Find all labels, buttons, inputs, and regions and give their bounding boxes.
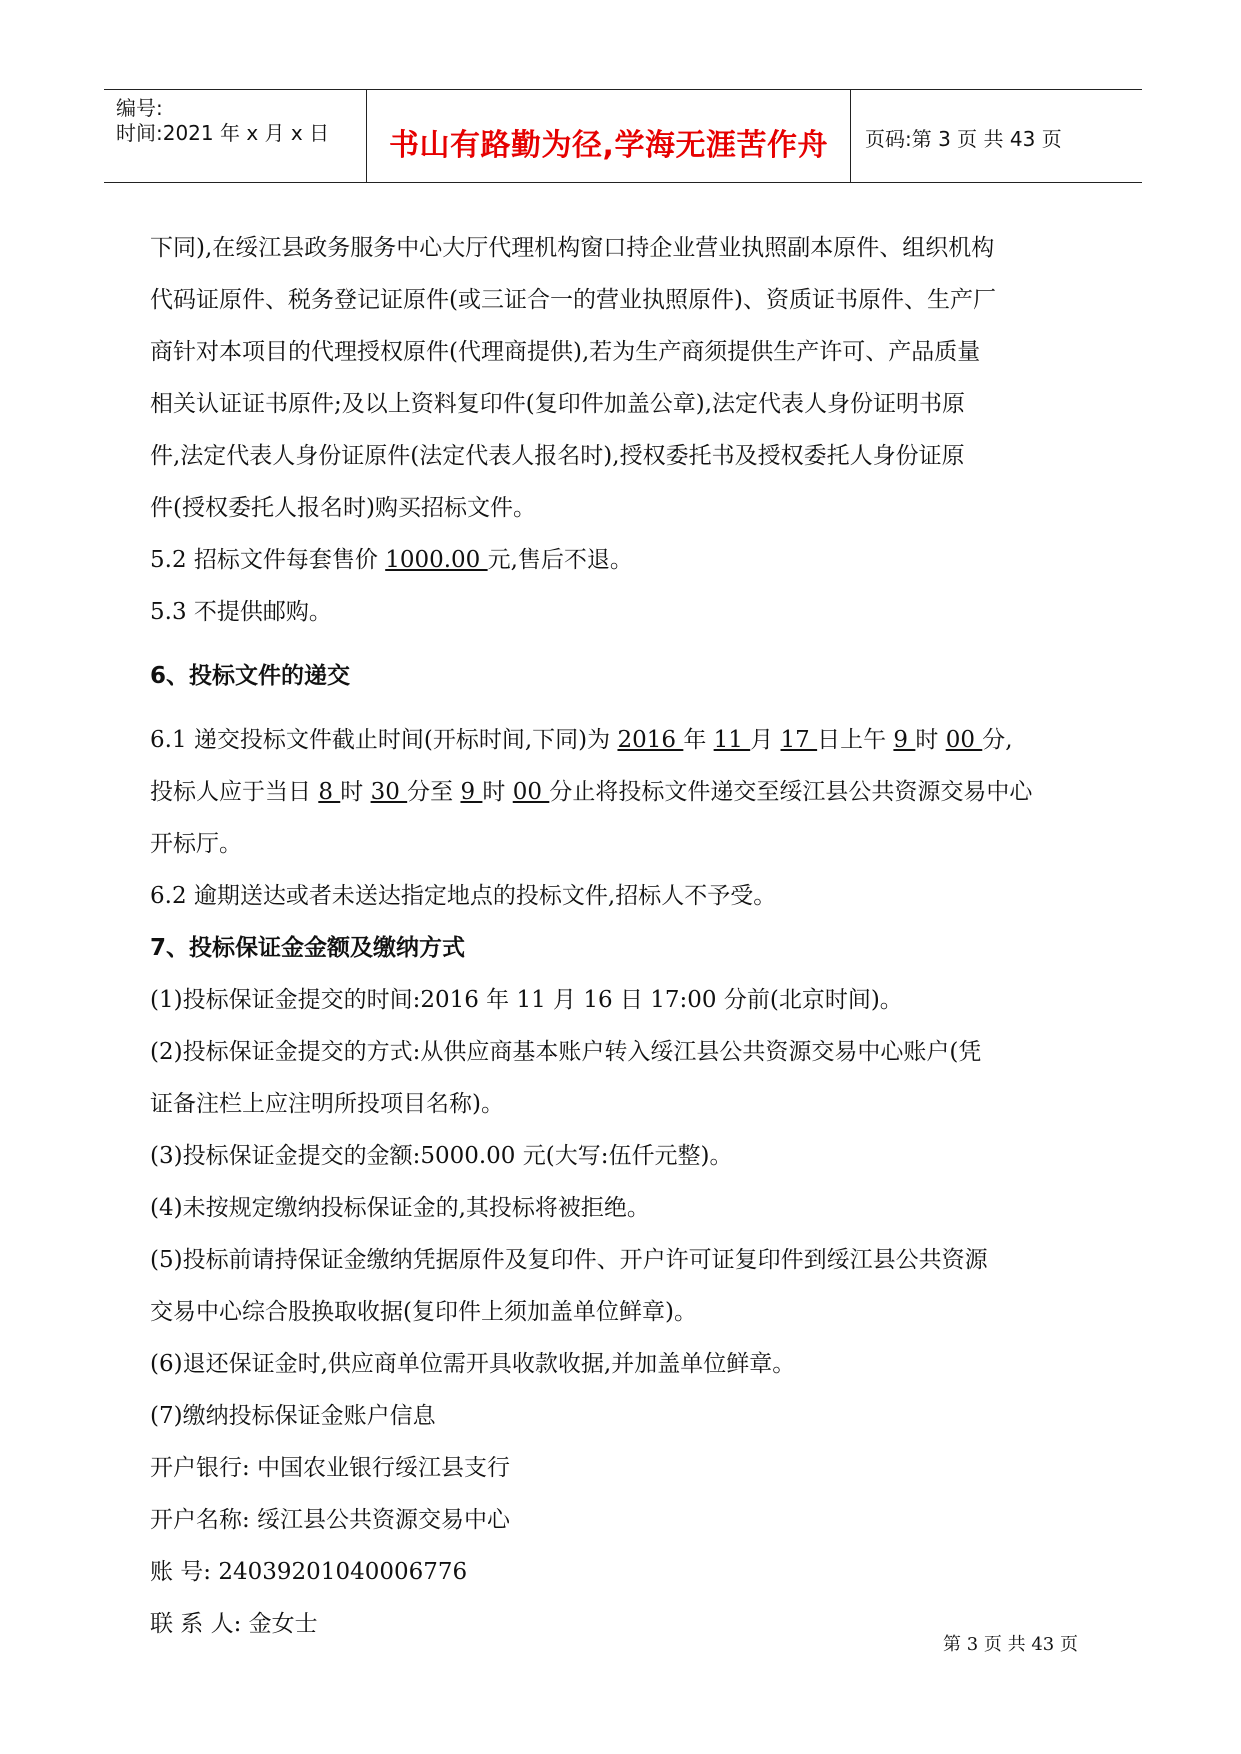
clause-text: 投标人应于当日	[150, 779, 319, 805]
clause-text: 年	[683, 727, 714, 753]
header-motto: 书山有路勤为径,学海无涯苦作舟	[389, 128, 828, 163]
clause-6-1-cont	[150, 766, 1100, 818]
header-number: 编号:	[116, 96, 163, 120]
page-footer: 第 3 页 共 43 页	[943, 1634, 1078, 1655]
list-item: (1)投标保证金提交的时间:2016 年 11 月 16 日 17:00 分前(北京时间)。	[150, 987, 903, 1013]
clause-text: 分,	[982, 727, 1013, 753]
clause-6-1	[150, 714, 1100, 766]
contact-person: 联 系 人: 金女士	[150, 1611, 318, 1637]
deadline-month: 11	[713, 727, 751, 753]
clause-text: 6.1 递交投标文件截止时间(开标时间,下同)为	[150, 727, 618, 753]
clause-text: 月	[750, 727, 781, 753]
clause-5-2	[150, 534, 1100, 586]
close-hour: 9	[460, 779, 483, 805]
paragraph-line: 相关认证证书原件;及以上资料复印件(复印件加盖公章),法定代表人身份证明书原	[150, 391, 966, 417]
paragraph-line: 件,法定代表人身份证原件(法定代表人报名时),授权委托书及授权委托人身份证原	[150, 443, 965, 469]
deadline-minute: 00	[945, 727, 983, 753]
clause-text: 时	[340, 779, 371, 805]
account-name: 开户名称: 绥江县公共资源交易中心	[150, 1507, 511, 1533]
section-heading-6: 6、投标文件的递交	[150, 663, 351, 689]
paragraph-line: 代码证原件、税务登记证原件(或三证合一的营业执照原件)、资质证书原件、生产厂	[150, 287, 996, 313]
clause-text: 分至	[407, 779, 461, 805]
page-header	[104, 89, 1142, 183]
close-minute: 00	[512, 779, 550, 805]
clause-6-2: 6.2 逾期送达或者未送达指定地点的投标文件,招标人不予受。	[150, 883, 777, 909]
clause-text: 时	[482, 779, 513, 805]
header-page-code: 页码:第 3 页 共 43 页	[865, 127, 1062, 151]
list-item: (6)退还保证金时,供应商单位需开具收款收据,并加盖单位鲜章。	[150, 1351, 796, 1377]
open-minute: 30	[370, 779, 408, 805]
bank-name: 开户银行: 中国农业银行绥江县支行	[150, 1455, 511, 1481]
paragraph-line: 商针对本项目的代理授权原件(代理商提供),若为生产商须提供生产许可、产品质量	[150, 339, 981, 365]
header-time: 时间:2021 年 x 月 x 日	[116, 121, 330, 145]
deadline-day: 17	[780, 727, 818, 753]
clause-text: 分止将投标文件递交至绥江县公共资源交易中心	[549, 779, 1033, 805]
clause-5-3: 5.3 不提供邮购。	[150, 599, 332, 625]
list-item-cont: 交易中心综合股换取收据(复印件上须加盖单位鲜章)。	[150, 1299, 697, 1325]
header-page-cell	[851, 90, 1142, 182]
account-number: 账 号: 24039201040006776	[150, 1559, 468, 1585]
document-price: 1000.00	[385, 547, 488, 573]
list-item: (4)未按规定缴纳投标保证金的,其投标将被拒绝。	[150, 1195, 650, 1221]
list-item: (3)投标保证金提交的金额:5000.00 元(大写:伍仟元整)。	[150, 1143, 733, 1169]
list-item-cont: 证备注栏上应注明所投项目名称)。	[150, 1091, 504, 1117]
section-heading-7: 7、投标保证金金额及缴纳方式	[150, 935, 466, 961]
paragraph-line: 件(授权委托人报名时)购买招标文件。	[150, 495, 536, 521]
clause-text: 时	[915, 727, 946, 753]
header-motto-cell	[367, 90, 851, 182]
deadline-year: 2016	[617, 727, 684, 753]
document-body	[150, 222, 1100, 1650]
list-item: (5)投标前请持保证金缴纳凭据原件及复印件、开户许可证复印件到绥江县公共资源	[150, 1247, 988, 1273]
list-item: (2)投标保证金提交的方式:从供应商基本账户转入绥江县公共资源交易中心账户(凭	[150, 1039, 982, 1065]
paragraph-line: 下同),在绥江县政务服务中心大厅代理机构窗口持企业营业执照副本原件、组织机构	[150, 235, 995, 261]
list-item: (7)缴纳投标保证金账户信息	[150, 1403, 436, 1429]
deadline-hour: 9	[893, 727, 916, 753]
open-hour: 8	[318, 779, 341, 805]
clause-text: 日上午	[817, 727, 894, 753]
clause-text: 5.2 招标文件每套售价	[150, 547, 386, 573]
paragraph-line: 开标厅。	[150, 831, 242, 857]
header-info-cell	[104, 90, 367, 182]
clause-text: 元,售后不退。	[487, 547, 633, 573]
